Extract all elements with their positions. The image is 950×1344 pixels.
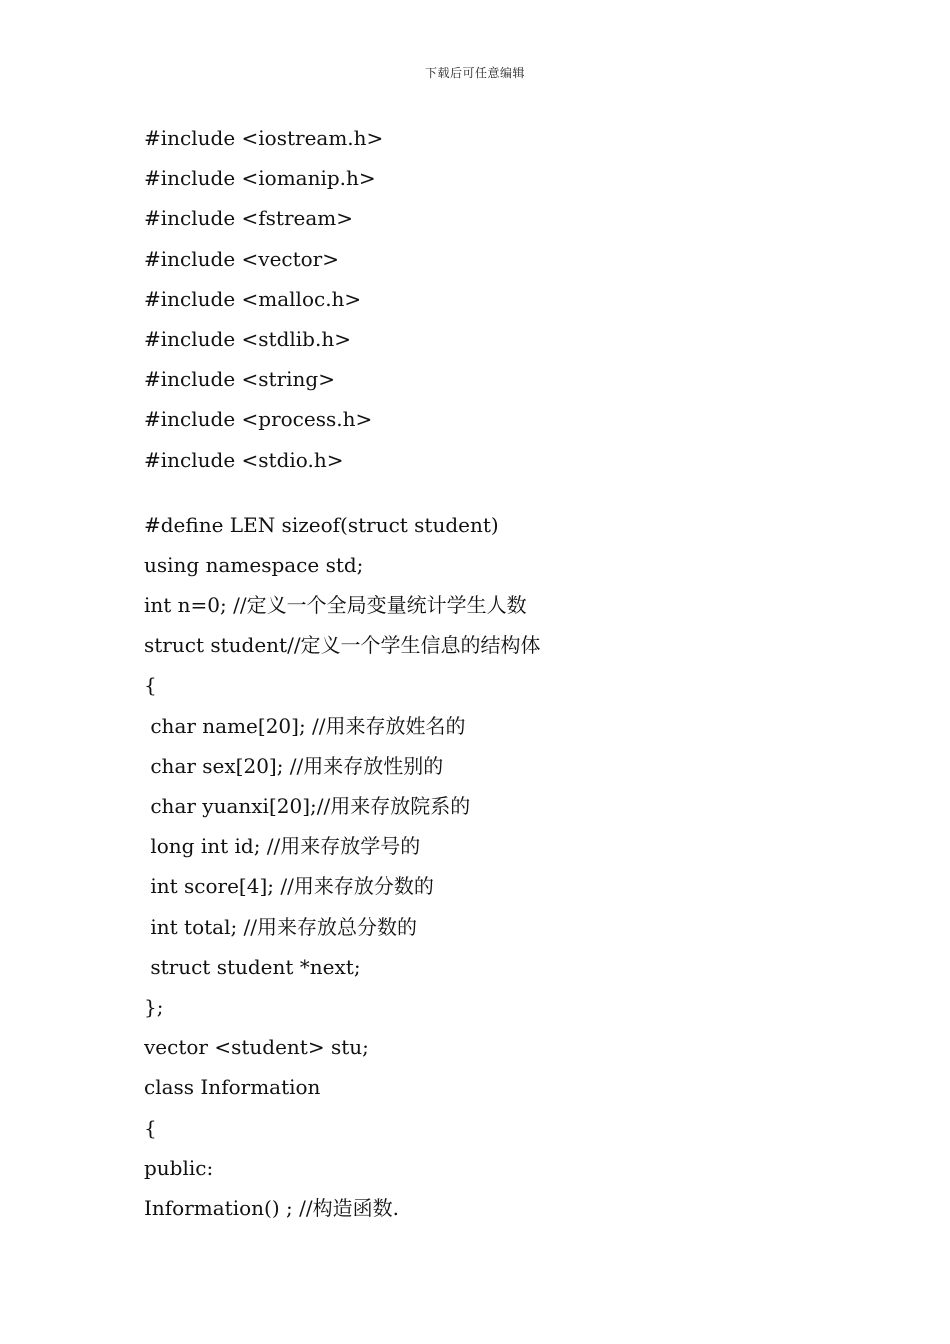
- code-line-include-iomanip: #include <iomanip.h>: [144, 166, 376, 191]
- code-line-include-stdlib: #include <stdlib.h>: [144, 326, 351, 351]
- code-line-field-sex: char sex[20]; //用来存放性别的: [144, 753, 444, 778]
- code-line-class-information: class Information: [144, 1075, 321, 1100]
- code-line-include-iostream: #include <iostream.h>: [144, 126, 384, 150]
- code-line-global-n: int n=0; //定义一个全局变量统计学生人数: [144, 593, 527, 618]
- code-line-vector-stu: vector <student> stu;: [144, 1035, 369, 1060]
- code-line-field-yuanxi: char yuanxi[20];//用来存放院系的: [144, 794, 471, 818]
- code-line-field-total: int total; //用来存放总分数的: [144, 914, 418, 939]
- code-line-class-open-brace: {: [144, 1115, 157, 1140]
- code-line-struct-close-brace: };: [144, 994, 164, 1019]
- code-line-field-name: char name[20]; //用来存放姓名的: [144, 713, 466, 738]
- code-line-include-fstream: #include <fstream>: [144, 206, 354, 231]
- code-line-using-namespace: using namespace std;: [144, 552, 364, 577]
- code-line-include-vector: #include <vector>: [144, 246, 339, 271]
- page-header-note: 下载后可任意编辑: [424, 66, 525, 80]
- code-spacer: [144, 480, 904, 505]
- code-line-constructor: Information() ; //构造函数.: [144, 1195, 399, 1220]
- code-line-include-malloc: #include <malloc.h>: [144, 286, 362, 311]
- code-line-include-string: #include <string>: [144, 367, 335, 392]
- code-line-struct-student: struct student//定义一个学生信息的结构体: [144, 633, 541, 658]
- code-line-field-next: struct student *next;: [144, 954, 361, 979]
- code-line-struct-open-brace: {: [144, 673, 157, 698]
- code-line-public: public:: [144, 1155, 214, 1180]
- code-line-include-process: #include <process.h>: [144, 407, 373, 432]
- code-block: [144, 118, 904, 1228]
- code-line-field-id: long int id; //用来存放学号的: [144, 834, 421, 859]
- code-line-define-len: #define LEN sizeof(struct student): [144, 512, 499, 537]
- code-line-include-stdio: #include <stdio.h>: [144, 447, 344, 472]
- code-line-field-score: int score[4]; //用来存放分数的: [144, 874, 434, 899]
